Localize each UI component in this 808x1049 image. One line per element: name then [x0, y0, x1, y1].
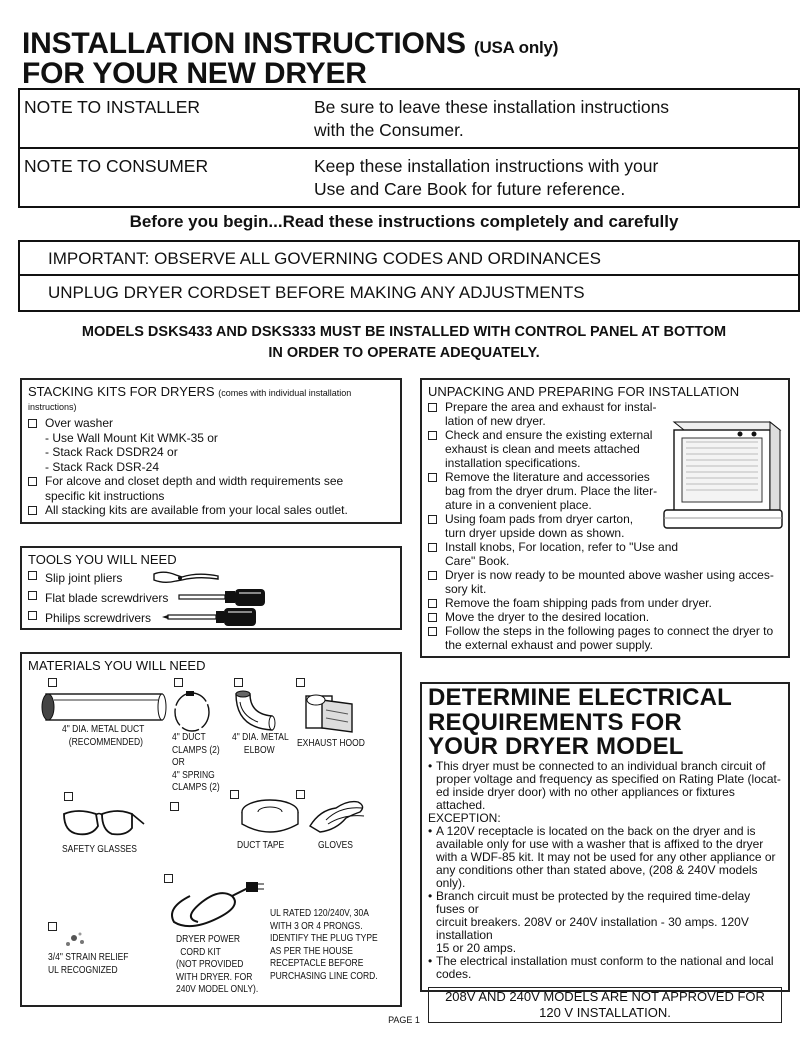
list-item: Philips screwdrivers: [28, 608, 394, 628]
list-item: Remove the literature and accessories bag from the dryer drum. Place the liter- ature in a convenient place.: [428, 470, 782, 512]
list-item: • This dryer must be connected to an individual branch circuit of proper voltage and frequency as specified on Rating Plate (locat- ed inside dryer door) with no other appliances or fixtures attached.: [428, 760, 782, 812]
list-item: Dryer is now ready to be mounted above washer using acces- sory kit.: [428, 568, 782, 596]
stacking-kits-box: STACKING KITS FOR DRYERS (comes with individual installation instructions) Over washer - Use Wall Mount Kit WMK-35 or - Stack Rack DSDR24 or - Stack Rack DSR-24 For alcove and closet depth and width requirements see specific kit instructions All stacking kits are available from your local sales outlet.: [20, 378, 402, 524]
checkbox-icon: [28, 571, 37, 580]
electrical-requirements-box: [420, 682, 790, 1020]
duct-tape-icon: [238, 796, 302, 840]
list-item: Remove the foam shipping pads from under dryer.: [428, 596, 782, 610]
list-item: Over washer: [28, 416, 394, 431]
tape-caption: DUCT TAPE: [237, 840, 285, 851]
list-item: • Branch circuit must be protected by the required time-delay fuses or circuit breakers. 208V or 240V installation - 30 amps. 120V installation 15 or 20 amps.: [428, 890, 782, 955]
list-item: Follow the steps in the following pages to connect the dryer to the external exhaust and power supply.: [428, 624, 782, 652]
checkbox-icon: [428, 571, 437, 580]
not-approved-notice: 208V AND 240V MODELS ARE NOT APPROVED FOR 120 V INSTALLATION.: [428, 987, 782, 1023]
note-text: Be sure to leave these installation instructions with the Consumer.: [314, 97, 670, 140]
checkbox-icon: [428, 599, 437, 608]
list-subitem: - Stack Rack DSR-24: [45, 459, 160, 474]
clamps-caption: 4" DUCT CLAMPS (2) OR 4" SPRING CLAMPS (2): [172, 732, 220, 793]
checkbox-icon: [28, 506, 37, 515]
important-line: IMPORTANT: OBSERVE ALL GOVERNING CODES AND ORDINANCES: [20, 242, 798, 276]
stacking-title: STACKING KITS FOR DRYERS (comes with individual installation: [28, 384, 352, 399]
checkbox-icon: [174, 678, 183, 687]
elbow-caption: 4" DIA. METAL ELBOW: [232, 732, 289, 756]
important-box: [18, 240, 800, 312]
list-item: Move the dryer to the desired location.: [428, 610, 782, 624]
metal-duct-icon: [40, 690, 168, 724]
list-subitem: - Stack Rack DSDR24 or: [45, 445, 178, 459]
list-subitem: - Use Wall Mount Kit WMK-35 or: [45, 430, 218, 445]
page-title: INSTALLATION INSTRUCTIONS (USA only): [22, 27, 559, 60]
checkbox-icon: [428, 473, 437, 482]
glasses-caption: SAFETY GLASSES: [62, 844, 137, 855]
checkbox-icon: [296, 678, 305, 687]
page-number: PAGE 1: [388, 1015, 420, 1025]
electrical-list: [422, 825, 788, 981]
checkbox-icon: [28, 591, 37, 600]
gloves-icon: [306, 796, 370, 836]
models-warning: MODELS DSKS433 AND DSKS333 MUST BE INSTALLED WITH CONTROL PANEL AT BOTTOM IN ORDER TO OPERATE ADEQUATELY.: [81, 324, 727, 361]
note-label: NOTE TO INSTALLER: [24, 97, 201, 117]
list-item: • The electrical installation must conform to the national and local codes.: [428, 955, 782, 981]
checkbox-icon: [48, 922, 57, 931]
pliers-icon: [152, 568, 222, 586]
exception-label: EXCEPTION:: [428, 810, 501, 825]
strain-relief-caption: 3/4" STRAIN RELIEF UL RECOGNIZED: [48, 952, 129, 976]
ul-rating-caption: UL RATED 120/240V, 30A WITH 3 OR 4 PRONGS. IDENTIFY THE PLUG TYPE AS PER THE HOUSE RECEPTACLE BEFORE PURCHASING LINE CORD.: [270, 908, 378, 982]
list-item: Check and ensure the existing external exhaust is clean and meets attached installation specifications.: [428, 428, 782, 470]
power-cord-icon: [162, 878, 268, 934]
checkbox-icon: [428, 543, 437, 552]
checkbox-icon: [28, 611, 37, 620]
tools-box: TOOLS YOU WILL NEED Slip joint pliers Flat blade screwdrivers Philips screwdrivers: [20, 546, 402, 630]
title-suffix: (USA only): [474, 38, 559, 57]
checkbox-icon: [234, 678, 243, 687]
checkbox-icon: [28, 477, 37, 486]
list-item: Prepare the area and exhaust for instal- lation of new dryer.: [428, 400, 782, 428]
hood-caption: EXHAUST HOOD: [297, 738, 365, 749]
duct-caption: 4" DIA. METAL DUCT (RECOMMENDED): [62, 724, 145, 748]
list-item: Slip joint pliers: [28, 568, 394, 588]
checkbox-icon: [28, 419, 37, 428]
before-you-begin: Before you begin...Read these instructions completely and carefully: [129, 212, 679, 231]
note-label: NOTE TO CONSUMER: [24, 156, 209, 176]
notes-table: [18, 88, 800, 208]
checkbox-icon: [428, 627, 437, 636]
list-item: All stacking kits are available from your local sales outlet.: [28, 503, 394, 518]
checkbox-icon: [428, 403, 437, 412]
list-item: Using foam pads from dryer carton, turn dryer upside down as shown.: [428, 512, 782, 540]
cord-caption: DRYER POWER CORD KIT (NOT PROVIDED WITH DRYER. FOR 240V MODEL ONLY).: [176, 934, 259, 995]
list-item: Flat blade screwdrivers: [28, 588, 394, 608]
checkbox-icon: [428, 613, 437, 622]
checkbox-icon: [428, 515, 437, 524]
checkbox-icon: [170, 802, 179, 811]
gloves-caption: GLOVES: [318, 840, 353, 851]
duct-clamp-icon: [170, 688, 214, 734]
list-item: • A 120V receptacle is located on the back on the dryer and is available only for use with a washer that is affixed to the dryer with a WDF-85 kit. It may not be used for any other appliance or any conditions other than stated above, (208 & 240V models only).: [428, 825, 782, 890]
materials-illustrations: [20, 652, 402, 1007]
dryer-upside-down-illustration: [660, 414, 786, 540]
electrical-title: DETERMINE ELECTRICAL REQUIREMENTS FOR YOUR DRYER MODEL: [428, 684, 732, 760]
metal-elbow-icon: [232, 688, 278, 732]
safety-glasses-icon: [58, 802, 148, 842]
materials-box: MATERIALS YOU WILL NEED: [20, 652, 402, 1007]
note-installer-row: [20, 90, 798, 149]
unplug-line: UNPLUG DRYER CORDSET BEFORE MAKING ANY ADJUSTMENTS: [48, 283, 585, 302]
exhaust-hood-icon: [302, 688, 358, 736]
note-consumer-row: [20, 149, 798, 206]
checkbox-icon: [48, 678, 57, 687]
list-item: For alcove and closet depth and width requirements see specific kit instructions: [28, 474, 394, 503]
unpacking-box: UNPACKING AND PREPARING FOR INSTALLATION Prepare the area and exhaust for instal- lation of new dryer. Check and ensure the existing external exhaust is clean and meets attached installation specifications. Remove the literature and accessories bag from the dryer drum. Place the liter- ature in a convenient place. Using foam pads from dryer carton, turn dryer upside down as shown. Install knobs, For location, refer to "Use and Care" Book. Dryer is now ready to be mounted above washer using acces- sory kit. Remove the foam shipping pads from under dryer. Move the dryer to the desired location. Follow the steps in the following pages to connect the dryer to the external exhaust and power supply.: [420, 378, 790, 658]
checkbox-icon: [64, 792, 73, 801]
list-item: Install knobs, For location, refer to "Use and Care" Book.: [428, 540, 782, 568]
checkbox-icon: [428, 431, 437, 440]
note-text: Keep these installation instructions with your Use and Care Book for future reference.: [314, 156, 659, 199]
strain-relief-icon: [58, 924, 98, 954]
philips-screwdriver-icon: [160, 606, 260, 628]
page-subtitle: FOR YOUR NEW DRYER: [22, 57, 367, 90]
electrical-list: [422, 760, 788, 812]
